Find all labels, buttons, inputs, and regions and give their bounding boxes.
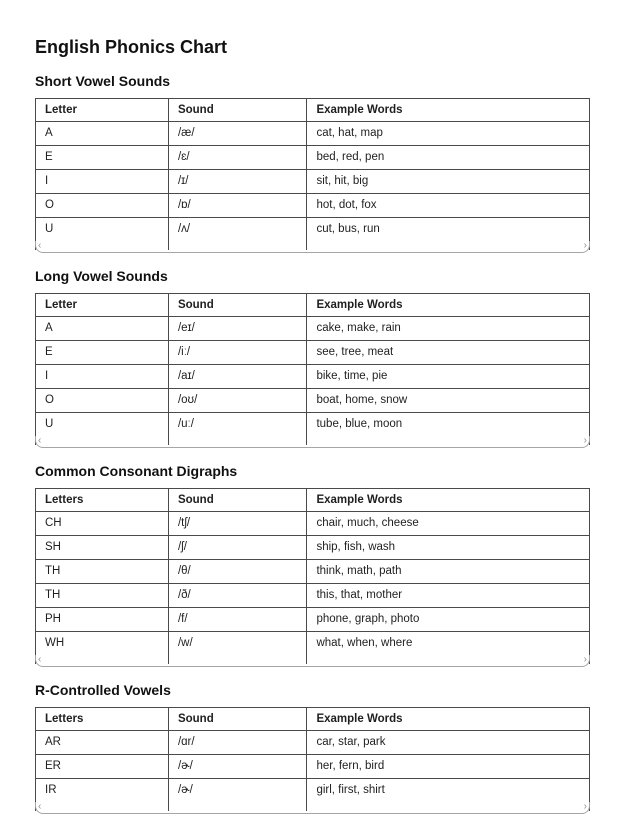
table-cell: /ɑr/ bbox=[168, 731, 307, 755]
table-cell: /ð/ bbox=[168, 584, 307, 608]
table-cell: hot, dot, fox bbox=[307, 194, 590, 218]
column-header: Sound bbox=[168, 489, 307, 512]
table-r-controlled-vowels bbox=[35, 707, 590, 811]
table-cell: ship, fish, wash bbox=[307, 536, 590, 560]
table-scroll-container[interactable] bbox=[35, 707, 590, 814]
table-cell: /ɚ/ bbox=[168, 779, 307, 812]
table-row bbox=[36, 731, 590, 755]
table-cell: /θ/ bbox=[168, 560, 307, 584]
table-cell: /iː/ bbox=[168, 341, 307, 365]
section-heading: Common Consonant Digraphs bbox=[35, 463, 238, 479]
section-heading: R-Controlled Vowels bbox=[35, 682, 171, 698]
table-cell: bike, time, pie bbox=[307, 365, 590, 389]
table-cell: CH bbox=[36, 512, 169, 536]
page-title: English Phonics Chart bbox=[35, 37, 228, 57]
table-cell: O bbox=[36, 389, 169, 413]
table-cell: chair, much, cheese bbox=[307, 512, 590, 536]
header-row bbox=[36, 708, 590, 731]
scroll-right-icon: › bbox=[583, 801, 587, 812]
section-long-vowel-sounds bbox=[35, 268, 590, 448]
table-row bbox=[36, 341, 590, 365]
table-cell: /ʃ/ bbox=[168, 536, 307, 560]
table-cell: /ɚ/ bbox=[168, 755, 307, 779]
table-row bbox=[36, 779, 590, 812]
table-cell: WH bbox=[36, 632, 169, 665]
table-cell: /ʌ/ bbox=[168, 218, 307, 251]
column-header: Sound bbox=[168, 99, 307, 122]
table-cell: A bbox=[36, 317, 169, 341]
table-row bbox=[36, 389, 590, 413]
scroll-right-icon: › bbox=[583, 240, 587, 251]
scroll-right-icon: › bbox=[583, 435, 587, 446]
table-scroll-container[interactable] bbox=[35, 98, 590, 253]
table-cell: /uː/ bbox=[168, 413, 307, 446]
column-header: Letter bbox=[36, 294, 169, 317]
section-heading: Short Vowel Sounds bbox=[35, 73, 171, 89]
table-cell: car, star, park bbox=[307, 731, 590, 755]
table-row bbox=[36, 413, 590, 446]
table-cell: AR bbox=[36, 731, 169, 755]
table-cell: I bbox=[36, 365, 169, 389]
table-cell: think, math, path bbox=[307, 560, 590, 584]
table-cell: this, that, mother bbox=[307, 584, 590, 608]
table-row bbox=[36, 536, 590, 560]
table-cell: tube, blue, moon bbox=[307, 413, 590, 446]
table-cell: /ɪ/ bbox=[168, 170, 307, 194]
table-row bbox=[36, 584, 590, 608]
table-consonant-digraphs bbox=[35, 488, 590, 664]
table-cell: IR bbox=[36, 779, 169, 812]
section-r-controlled-vowels bbox=[35, 682, 590, 814]
table-cell: /oʊ/ bbox=[168, 389, 307, 413]
table-cell: /w/ bbox=[168, 632, 307, 665]
scroll-left-icon: ‹ bbox=[38, 435, 42, 446]
scroll-left-icon: ‹ bbox=[38, 654, 42, 665]
table-cell: /f/ bbox=[168, 608, 307, 632]
column-header: Example Words bbox=[307, 708, 590, 731]
table-cell: U bbox=[36, 413, 169, 446]
table-cell: TH bbox=[36, 560, 169, 584]
scroll-right-icon: › bbox=[583, 654, 587, 665]
table-cell: sit, hit, big bbox=[307, 170, 590, 194]
table-cell: her, fern, bird bbox=[307, 755, 590, 779]
column-header: Example Words bbox=[307, 489, 590, 512]
table-cell: /tʃ/ bbox=[168, 512, 307, 536]
header-row bbox=[36, 99, 590, 122]
table-cell: boat, home, snow bbox=[307, 389, 590, 413]
table-cell: TH bbox=[36, 584, 169, 608]
table-scroll-container[interactable] bbox=[35, 293, 590, 448]
table-cell: PH bbox=[36, 608, 169, 632]
section-consonant-digraphs bbox=[35, 463, 590, 667]
column-header: Letter bbox=[36, 99, 169, 122]
table-row bbox=[36, 560, 590, 584]
table-row bbox=[36, 122, 590, 146]
scroll-left-icon: ‹ bbox=[38, 801, 42, 812]
table-cell: I bbox=[36, 170, 169, 194]
table-cell: E bbox=[36, 341, 169, 365]
column-header: Sound bbox=[168, 294, 307, 317]
table-cell: what, when, where bbox=[307, 632, 590, 665]
table-cell: cat, hat, map bbox=[307, 122, 590, 146]
table-cell: phone, graph, photo bbox=[307, 608, 590, 632]
header-row bbox=[36, 489, 590, 512]
table-cell: O bbox=[36, 194, 169, 218]
table-cell: A bbox=[36, 122, 169, 146]
table-cell: ER bbox=[36, 755, 169, 779]
table-scroll-container[interactable] bbox=[35, 488, 590, 667]
table-row bbox=[36, 608, 590, 632]
table-row bbox=[36, 512, 590, 536]
table-row bbox=[36, 194, 590, 218]
table-cell: U bbox=[36, 218, 169, 251]
table-short-vowel-sounds bbox=[35, 98, 590, 250]
column-header: Letters bbox=[36, 708, 169, 731]
table-cell: cake, make, rain bbox=[307, 317, 590, 341]
column-header: Example Words bbox=[307, 294, 590, 317]
table-cell: cut, bus, run bbox=[307, 218, 590, 251]
scroll-left-icon: ‹ bbox=[38, 240, 42, 251]
table-cell: /aɪ/ bbox=[168, 365, 307, 389]
column-header: Sound bbox=[168, 708, 307, 731]
table-cell: see, tree, meat bbox=[307, 341, 590, 365]
table-cell: SH bbox=[36, 536, 169, 560]
table-cell: E bbox=[36, 146, 169, 170]
table-cell: /æ/ bbox=[168, 122, 307, 146]
table-cell: /eɪ/ bbox=[168, 317, 307, 341]
table-long-vowel-sounds bbox=[35, 293, 590, 445]
table-cell: /ɛ/ bbox=[168, 146, 307, 170]
column-header: Letters bbox=[36, 489, 169, 512]
table-row bbox=[36, 146, 590, 170]
column-header: Example Words bbox=[307, 99, 590, 122]
header-row bbox=[36, 294, 590, 317]
section-short-vowel-sounds bbox=[35, 73, 590, 253]
table-row bbox=[36, 218, 590, 251]
table-cell: bed, red, pen bbox=[307, 146, 590, 170]
table-cell: /ɒ/ bbox=[168, 194, 307, 218]
table-row bbox=[36, 170, 590, 194]
table-cell: girl, first, shirt bbox=[307, 779, 590, 812]
table-row bbox=[36, 755, 590, 779]
table-row bbox=[36, 632, 590, 665]
table-row bbox=[36, 317, 590, 341]
section-heading: Long Vowel Sounds bbox=[35, 268, 168, 284]
table-row bbox=[36, 365, 590, 389]
